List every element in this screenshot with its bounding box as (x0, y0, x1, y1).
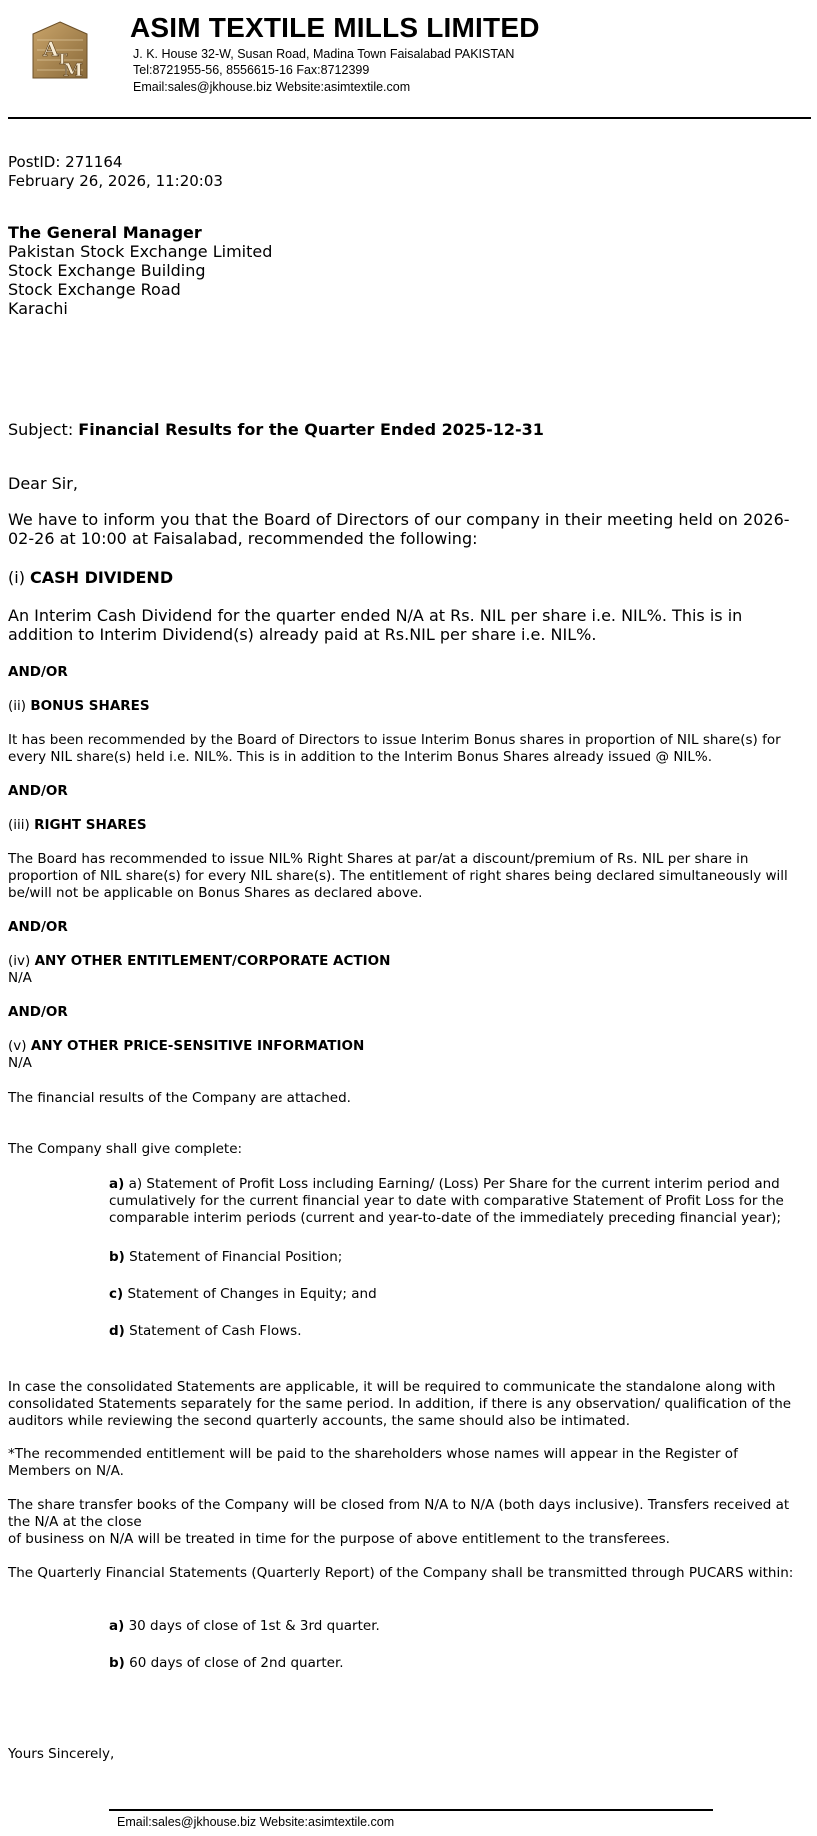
statement-item-a (109, 1176, 799, 1227)
statement-item-c (109, 1286, 799, 1303)
other-entitlement-title: ANY OTHER ENTITLEMENT/CORPORATE ACTION (34, 953, 391, 969)
statement-item-d (109, 1323, 799, 1340)
statement-label: b) (109, 1249, 125, 1265)
post-id: PostID: 271164 (8, 153, 123, 171)
company-phone: Tel:8721955-56, 8556615-16 Fax:8712399 (133, 63, 370, 77)
svg-text:T: T (57, 52, 68, 68)
deadline-item-a (109, 1618, 799, 1635)
subject-text: Financial Results for the Quarter Ended 2025-12-31 (78, 420, 544, 439)
andor-4: AND/OR (8, 1004, 68, 1020)
transfer-line-1: The share transfer books of the Company will be closed from N/A to N/A (both days inclusive). Transfers received at the N/A at the close (8, 1497, 790, 1530)
statement-text: Statement of Cash Flows. (129, 1323, 302, 1339)
andor-3: AND/OR (8, 919, 68, 935)
quarterly-paragraph: The Quarterly Financial Statements (Quarterly Report) of the Company shall be transmitted through PUCARS within: (8, 1565, 794, 1581)
statement-text: Statement of Financial Position; (129, 1249, 343, 1265)
right-shares-heading (8, 817, 147, 834)
bonus-shares-title: BONUS SHARES (30, 698, 150, 714)
cash-dividend-title: CASH DIVIDEND (30, 568, 174, 587)
deadline-text: 60 days of close of 2nd quarter. (129, 1655, 344, 1671)
statement-text: a) Statement of Profit Loss including Earning/ (Loss) Per Share for the current interim period and cumulatively for the current financial year to date with comparative Statement of Profit Loss for the comparable interim periods (current and year-to-date of the immediately preceding financial year); (109, 1176, 784, 1226)
svg-text:A: A (43, 37, 59, 61)
consolidated-paragraph: In case the consolidated Statements are applicable, it will be required to communicate the standalone along with consolidated Statements separately for the same period. In addition, if there is any observation/ qualification of the auditors while reviewing the second quarterly accounts, the same should also be intimated. (8, 1379, 792, 1429)
subject-label: Subject: (8, 420, 74, 439)
statement-item-b (109, 1249, 799, 1266)
company-logo (27, 20, 93, 84)
give-complete: The Company shall give complete: (8, 1141, 243, 1157)
company-contact: Email:sales@jkhouse.biz Website:asimtextile.com (133, 80, 411, 94)
footer-contact: Email:sales@jkhouse.biz Website:asimtextile.com (117, 1815, 395, 1829)
statement-text: Statement of Changes in Equity; and (127, 1286, 377, 1302)
deadline-label: a) (109, 1618, 125, 1634)
cash-dividend-text: An Interim Cash Dividend for the quarter ended N/A at Rs. NIL per share i.e. NIL%. This is in addition to Interim Dividend(s) already paid at Rs.NIL per share i.e. NIL%. (8, 606, 743, 644)
intro-paragraph: We have to inform you that the Board of Directors of our company in their meeting held on 2026-02-26 at 10:00 at Faisalabad, recommended the following: (8, 510, 790, 548)
bonus-shares-prefix: (ii) (8, 698, 27, 714)
cash-dividend-heading (8, 568, 173, 587)
other-entitlement-heading (8, 953, 390, 970)
transfer-line-2: of business on N/A will be treated in time for the purpose of above entitlement to the transferees. (8, 1531, 670, 1547)
deadline-item-b (109, 1655, 799, 1672)
header-divider (8, 117, 811, 119)
recipient-line1: Pakistan Stock Exchange Limited (8, 242, 273, 261)
post-datetime: February 26, 2026, 11:20:03 (8, 172, 223, 190)
andor-1: AND/OR (8, 664, 68, 680)
closing: Yours Sincerely, (8, 1746, 115, 1762)
company-name: ASIM TEXTILE MILLS LIMITED (130, 12, 540, 43)
cash-dividend-prefix: (i) (8, 568, 25, 587)
price-info-title: ANY OTHER PRICE-SENSITIVE INFORMATION (30, 1038, 365, 1054)
price-info-prefix: (v) (8, 1038, 27, 1054)
bonus-shares-text: It has been recommended by the Board of Directors to issue Interim Bonus shares in proportion of NIL share(s) for every NIL share(s) held i.e. NIL%. This is in addition to the Interim Bonus Shares already issued @ NIL%. (8, 732, 781, 765)
salutation: Dear Sir, (8, 474, 78, 493)
svg-text:M: M (63, 60, 83, 81)
recipient-line2: Stock Exchange Building (8, 261, 206, 280)
price-info-heading (8, 1038, 364, 1055)
entitlement-note: *The recommended entitlement will be paid to the shareholders whose names will appear in the Register of Members on N/A. (8, 1446, 738, 1479)
deadline-text: 30 days of close of 1st & 3rd quarter. (128, 1618, 380, 1634)
price-info-value: N/A (8, 1055, 32, 1071)
statement-label: a) (109, 1176, 125, 1192)
bonus-shares-heading (8, 698, 150, 715)
statement-label: d) (109, 1323, 125, 1339)
right-shares-text: The Board has recommended to issue NIL% Right Shares at par/at a discount/premium of Rs. NIL per share in proportion of NIL share(s) for every NIL share(s). The entitlement of right shares being declared simultaneously will be/will not be applicable on Bonus Shares as declared above. (8, 851, 788, 901)
footer-divider (109, 1809, 713, 1811)
recipient-title: The General Manager (8, 223, 202, 242)
subject (8, 420, 544, 439)
company-address: J. K. House 32-W, Susan Road, Madina Town Faisalabad PAKISTAN (133, 47, 515, 61)
other-entitlement-value: N/A (8, 970, 32, 986)
recipient-line3: Stock Exchange Road (8, 280, 181, 299)
right-shares-title: RIGHT SHARES (34, 817, 147, 833)
statement-label: c) (109, 1286, 124, 1302)
recipient-line4: Karachi (8, 299, 68, 318)
right-shares-prefix: (iii) (8, 817, 30, 833)
andor-2: AND/OR (8, 783, 68, 799)
deadline-label: b) (109, 1655, 125, 1671)
results-attached: The financial results of the Company are attached. (8, 1090, 351, 1106)
other-entitlement-prefix: (iv) (8, 953, 31, 969)
